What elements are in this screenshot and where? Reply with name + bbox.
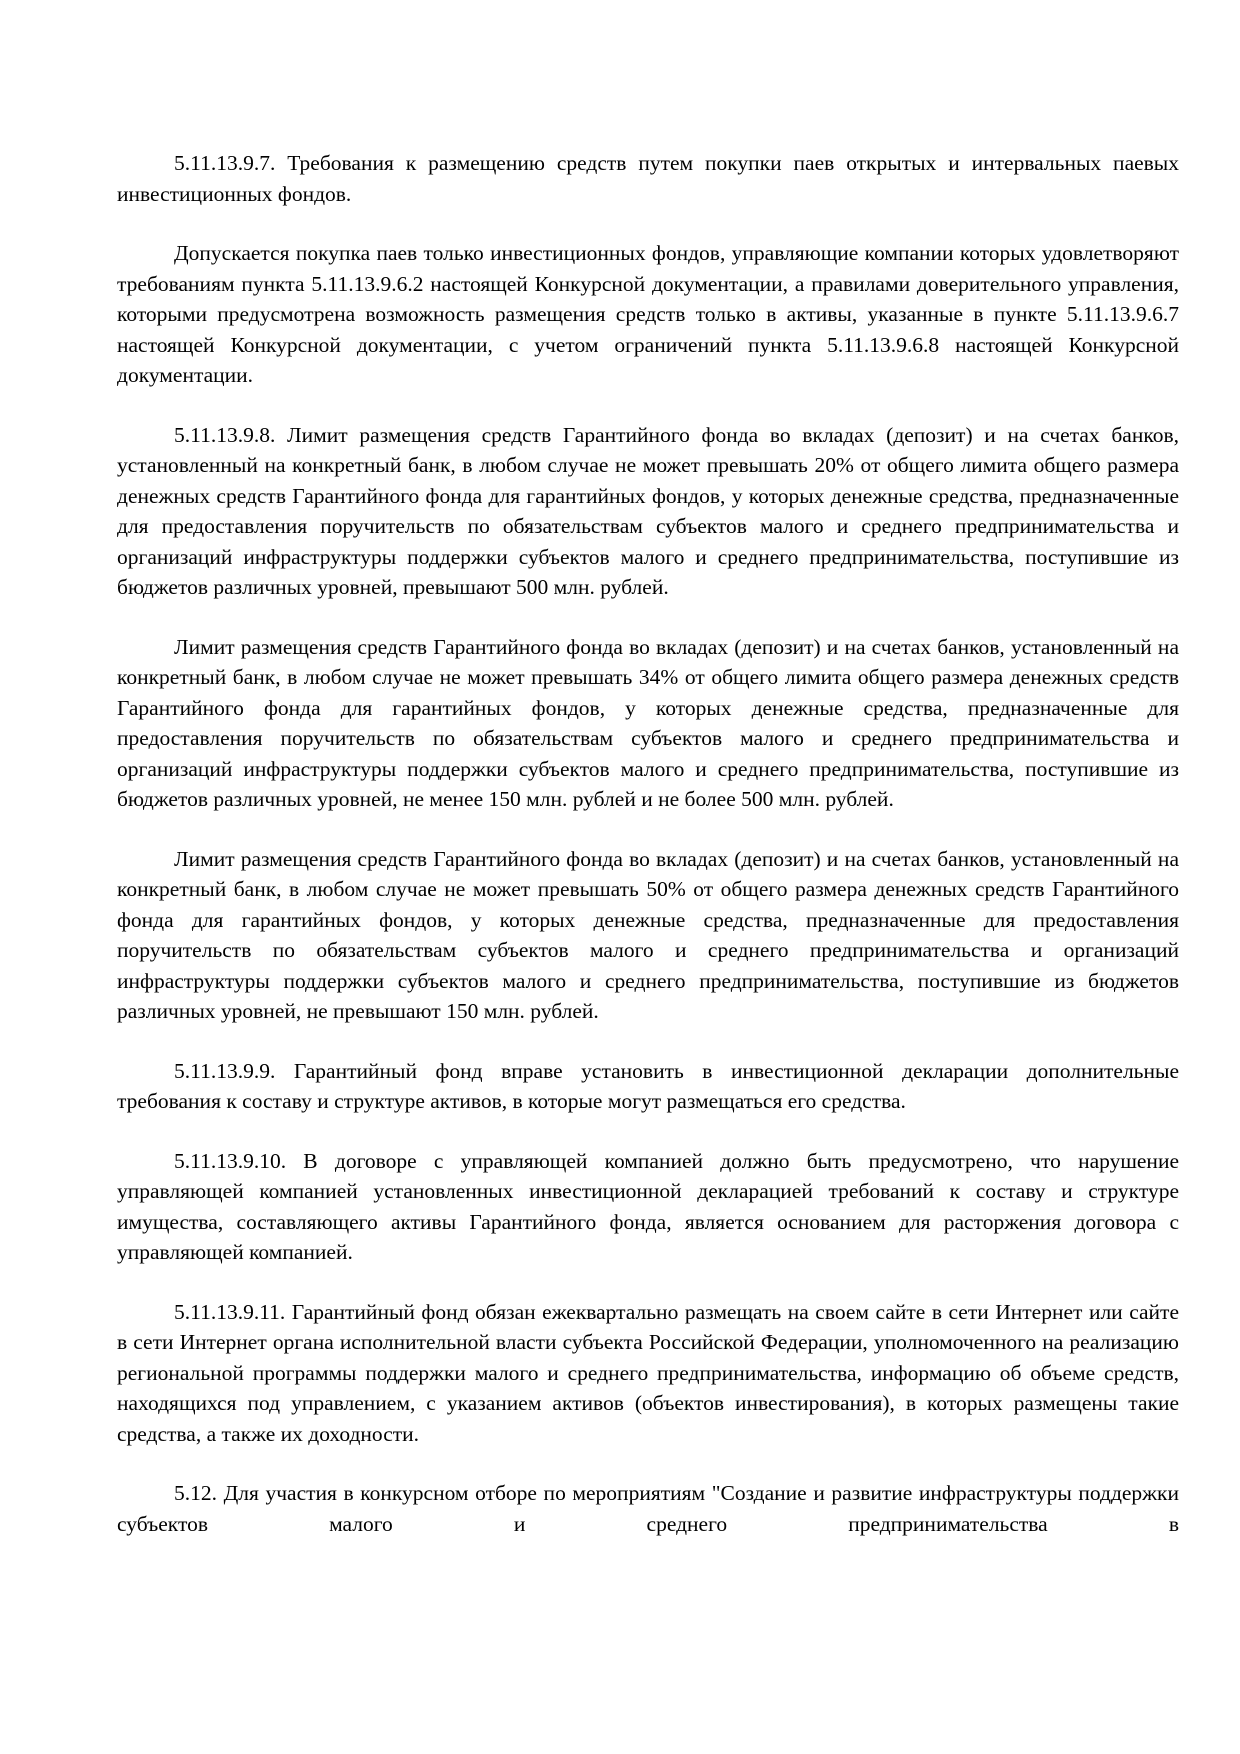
paragraph-5-11-13-9-10: 5.11.13.9.10. В договоре с управляющей компанией должно быть предусмотрено, что нарушение управляющей компанией установленных инвестиционной декларацией требований к составу и структуре имущества, составляющего активы Гарантийного фонда, является основанием для расторжения договора с управляющей компанией. — [117, 1148, 1179, 1264]
document-page — [117, 148, 1179, 1568]
paragraph-5-11-13-9-9: 5.11.13.9.9. Гарантийный фонд вправе установить в инвестиционной декларации дополнительные требования к составу и структуре активов, в которые могут размещаться его средства. — [117, 1058, 1179, 1113]
paragraph-5-11-13-9-7: 5.11.13.9.7. Требования к размещению средств путем покупки паев открытых и интервальных паевых инвестиционных фондов. — [117, 151, 1179, 206]
paragraph-5-11-13-9-11: 5.11.13.9.11. Гарантийный фонд обязан ежеквартально размещать на своем сайте в сети Интернет или сайте в сети Интернет органа исполнительной власти субъекта Российской Федерации, уполномоченного на реализацию региональной программы поддержки малого и среднего предпринимательства, информацию об объеме средств, находящихся под управлением, с указанием активов (объектов инвестирования), в которых размещены такие средства, а также их доходности. — [117, 1299, 1179, 1446]
paragraph-limit-50: Лимит размещения средств Гарантийного фонда во вкладах (депозит) и на счетах банков, установленный на конкретный банк, в любом случае не может превышать 50% от общего размера денежных средств Гарантийного фонда для гарантийных фондов, у которых денежные средства, предназначенные для предоставления поручительств по обязательствам субъектов малого и среднего предпринимательства и организаций инфраструктуры поддержки субъектов малого и среднего предпринимательства, поступившие из бюджетов различных уровней, не превышают 150 млн. рублей. — [117, 846, 1179, 1023]
paragraph-fund-shares: Допускается покупка паев только инвестиционных фондов, управляющие компании которых удовлетворяют требованиям пункта 5.11.13.9.6.2 настоящей Конкурсной документации, а правилами доверительного управления, которыми предусмотрена возможность размещения средств только в активы, указанные в пункте 5.11.13.9.6.7 настоящей Конкурсной документации, с учетом ограничений пункта 5.11.13.9.6.8 настоящей Конкурсной документации. — [117, 241, 1179, 387]
paragraph-limit-34: Лимит размещения средств Гарантийного фонда во вкладах (депозит) и на счетах банков, установленный на конкретный банк, в любом случае не может превышать 34% от общего лимита общего размера денежных средств Гарантийного фонда для гарантийных фондов, у которых денежные средства, предназначенные для предоставления поручительств по обязательствам субъектов малого и среднего предпринимательства и организаций инфраструктуры поддержки субъектов малого и среднего предпринимательства, поступившие из бюджетов различных уровней, не менее 150 млн. рублей и не более 500 млн. рублей. — [117, 634, 1179, 811]
paragraph-5-11-13-9-8: 5.11.13.9.8. Лимит размещения средств Гарантийного фонда во вкладах (депозит) и на счетах банков, установленный на конкретный банк, в любом случае не может превышать 20% от общего лимита общего размера денежных средств Гарантийного фонда для гарантийных фондов, у которых денежные средства, предназначенные для предоставления поручительств по обязательствам субъектов малого и среднего предпринимательства и организаций инфраструктуры поддержки субъектов малого и среднего предпринимательства, поступившие из бюджетов различных уровней, превышают 500 млн. рублей. — [117, 422, 1179, 599]
paragraph-5-12: 5.12. Для участия в конкурсном отборе по мероприятиям "Создание и развитие инфраструктуры поддержки субъектов малого и среднего предпринимательства в — [117, 1481, 1179, 1536]
